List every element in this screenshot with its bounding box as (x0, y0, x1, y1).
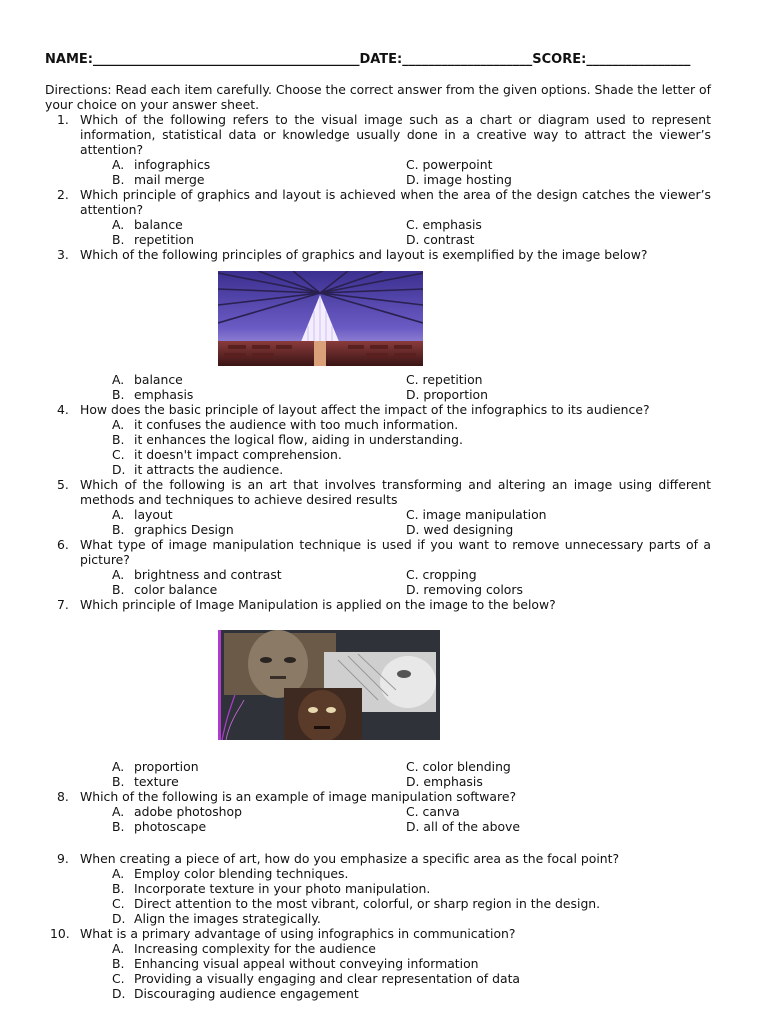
name-label: NAME: (45, 52, 93, 67)
question-number: 7. (57, 597, 69, 612)
option-b[interactable]: B. texture (112, 774, 179, 789)
option-a[interactable]: A. proportion (112, 759, 199, 774)
name-line: _________________________________________ (92, 52, 360, 67)
option-a[interactable]: A. brightness and contrast (112, 567, 282, 582)
option-d[interactable]: D. emphasis (406, 774, 483, 789)
question-5-options (45, 507, 711, 537)
option-c[interactable]: C. image manipulation (406, 507, 547, 522)
option-c[interactable]: C. Providing a visually engaging and clear representation of data (112, 971, 521, 986)
option-b[interactable]: B. graphics Design (112, 522, 234, 537)
option-c[interactable]: C. powerpoint (406, 157, 493, 172)
date-line: ____________________ (402, 52, 533, 67)
question-text: Which of the following refers to the visual image such as a chart or diagram used to represent information, statistical data or knowledge usually done in a creative way to attract the viewer’s attention? (80, 112, 711, 157)
option-a[interactable]: A. infographics (112, 157, 211, 172)
question-3 (45, 247, 711, 262)
option-a[interactable]: A. balance (112, 217, 183, 232)
question-text: What is a primary advantage of using infographics in communication? (80, 926, 516, 941)
question-text: Which of the following is an art that involves transforming and altering an image using different methods and techniques to achieve desired results (80, 477, 711, 507)
option-c[interactable]: C. cropping (406, 567, 477, 582)
question-text: Which principle of Image Manipulation is applied on the image to the below? (80, 597, 556, 612)
option-b[interactable]: B. it enhances the logical flow, aiding in understanding. (112, 432, 463, 447)
question-9-options (45, 866, 711, 926)
question-text: Which principle of graphics and layout is achieved when the area of the design catches the viewer’s attention? (80, 187, 711, 217)
option-c[interactable]: C. Direct attention to the most vibrant, colorful, or sharp region in the design. (112, 896, 601, 911)
option-c[interactable]: C. emphasis (406, 217, 482, 232)
question-1 (45, 112, 711, 157)
option-a[interactable]: A. adobe photoshop (112, 804, 242, 819)
question-7-options (45, 759, 711, 789)
question-5 (45, 477, 711, 507)
question-text: Which of the following is an example of image manipulation software? (80, 789, 517, 804)
question-number: 6. (57, 537, 69, 552)
question-10 (45, 926, 711, 941)
option-d[interactable]: D. contrast (406, 232, 475, 247)
option-b[interactable]: B. emphasis (112, 387, 194, 402)
question-8-options (45, 804, 711, 834)
question-number: 8. (57, 789, 69, 804)
face-collage-photo (218, 630, 440, 740)
option-d[interactable]: D. Discouraging audience engagement (112, 986, 359, 1001)
question-number: 5. (57, 477, 69, 492)
option-a[interactable]: A. it confuses the audience with too much information. (112, 417, 459, 432)
quiz-page (45, 52, 711, 1001)
question-6 (45, 537, 711, 567)
question-8 (45, 789, 711, 804)
option-a[interactable]: A. balance (112, 372, 183, 387)
question-text: When creating a piece of art, how do you emphasize a specific area as the focal point? (80, 851, 620, 866)
option-d[interactable]: D. proportion (406, 387, 488, 402)
question-text: How does the basic principle of layout affect the impact of the infographics to its audience? (80, 402, 650, 417)
question-3-options (45, 372, 711, 402)
option-c[interactable]: C. canva (406, 804, 460, 819)
option-d[interactable]: D. it attracts the audience. (112, 462, 284, 477)
header-row (45, 52, 711, 68)
question-10-options (45, 941, 711, 1001)
question-9 (45, 851, 711, 866)
question-number: 2. (57, 187, 69, 202)
chapel-photo (218, 271, 423, 366)
score-line: ________________ (586, 52, 691, 67)
option-a[interactable]: A. layout (112, 507, 173, 522)
option-b[interactable]: B. color balance (112, 582, 218, 597)
question-number: 10. (50, 926, 70, 941)
option-b[interactable]: B. Enhancing visual appeal without conveying information (112, 956, 479, 971)
option-a[interactable]: A. Increasing complexity for the audience (112, 941, 376, 956)
question-number: 9. (57, 851, 69, 866)
question-number: 3. (57, 247, 69, 262)
spacer (45, 834, 711, 851)
option-b[interactable]: B. Incorporate texture in your photo manipulation. (112, 881, 431, 896)
option-d[interactable]: D. image hosting (406, 172, 512, 187)
score-label: SCORE: (532, 52, 587, 67)
question-4-options (45, 417, 711, 477)
option-b[interactable]: B. photoscape (112, 819, 207, 834)
date-label: DATE: (359, 52, 403, 67)
question-text: Which of the following principles of graphics and layout is exemplified by the image below? (80, 247, 648, 262)
question-number: 4. (57, 402, 69, 417)
question-number: 1. (57, 112, 69, 127)
question-text: What type of image manipulation technique is used if you want to remove unnecessary parts of a picture? (80, 537, 711, 567)
option-d[interactable]: D. Align the images strategically. (112, 911, 321, 926)
question-2-options (45, 217, 711, 247)
question-1-options (45, 157, 711, 187)
question-6-options (45, 567, 711, 597)
option-b[interactable]: B. mail merge (112, 172, 205, 187)
option-d[interactable]: D. all of the above (406, 819, 520, 834)
option-c[interactable]: C. it doesn't impact comprehension. (112, 447, 342, 462)
option-c[interactable]: C. repetition (406, 372, 483, 387)
question-4 (45, 402, 711, 417)
question-7 (45, 597, 711, 612)
option-d[interactable]: D. wed designing (406, 522, 514, 537)
option-b[interactable]: B. repetition (112, 232, 194, 247)
option-d[interactable]: D. removing colors (406, 582, 523, 597)
directions: Directions: Read each item carefully. Choose the correct answer from the given options. Shade the letter of your choice on your answer sheet. (45, 82, 711, 112)
option-a[interactable]: A. Employ color blending techniques. (112, 866, 349, 881)
question-2 (45, 187, 711, 217)
option-c[interactable]: C. color blending (406, 759, 511, 774)
